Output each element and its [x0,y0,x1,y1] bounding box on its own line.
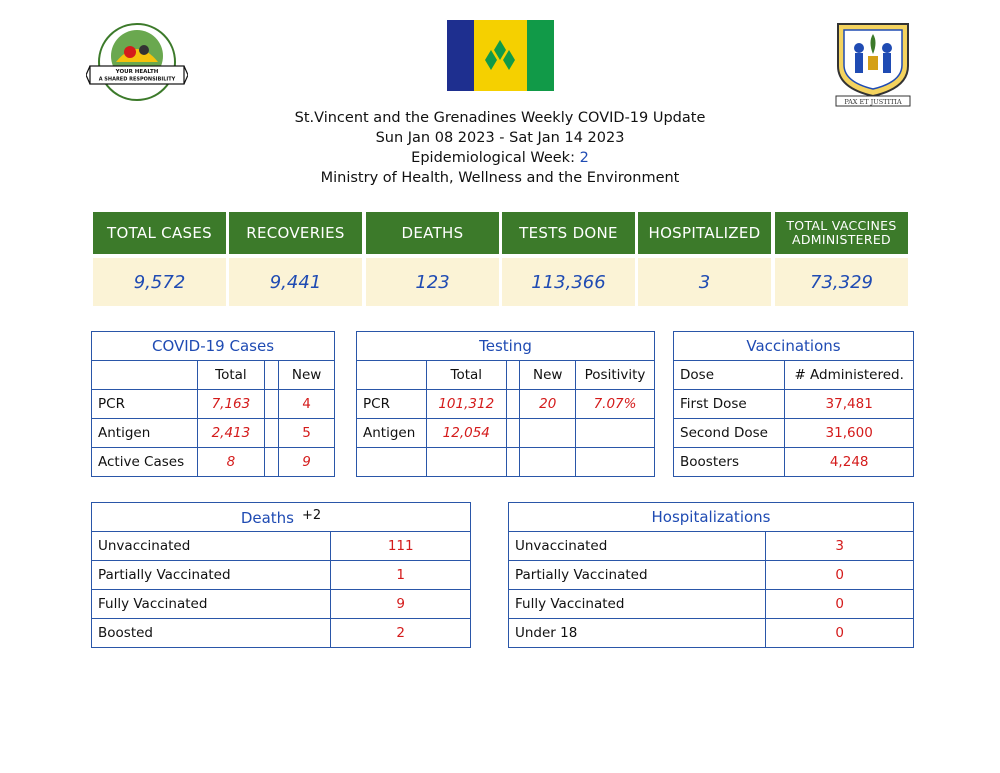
vaccinations-title: Vaccinations [674,332,914,361]
testing-row-positivity [576,448,655,477]
table-row [357,419,655,448]
table-row [509,590,914,619]
deaths-row-label: Fully Vaccinated [92,590,331,619]
table-row [92,390,335,419]
kpi-value: 123 [366,258,499,306]
hospitalizations-row-value: 0 [766,590,914,619]
testing-row-total: 12,054 [426,419,506,448]
vaccinations-row-label: First Dose [674,390,785,419]
hospitalizations-row-value: 0 [766,619,914,648]
kpi-label: TESTS DONE [502,212,635,254]
testing-row-label: Antigen [357,419,427,448]
kpi-label: HOSPITALIZED [638,212,771,254]
cases-row-new: 9 [279,448,335,477]
cases-row-label: Active Cases [92,448,198,477]
deaths-row-label: Partially Vaccinated [92,561,331,590]
table-row [674,390,914,419]
coat-of-arms-icon [832,18,914,108]
kpi-value: 3 [638,258,771,306]
testing-title: Testing [357,332,655,361]
deaths-row-label: Boosted [92,619,331,648]
hospitalizations-table [508,502,914,648]
table-row [674,419,914,448]
table-row [674,448,914,477]
kpi-label: TOTAL VACCINES ADMINISTERED [775,212,908,254]
deaths-row-value: 2 [331,619,471,648]
deaths-title-cell [92,503,471,532]
cases-row-label: Antigen [92,419,198,448]
table-row [92,590,471,619]
hospitalizations-row-label: Unvaccinated [509,532,766,561]
deaths-row-value: 9 [331,590,471,619]
deaths-table [91,502,471,648]
cases-table [91,331,335,477]
table-row [92,448,335,477]
deaths-row-label: Unvaccinated [92,532,331,561]
testing-row-positivity [576,419,655,448]
testing-gap [506,361,520,390]
hospitalizations-row-label: Partially Vaccinated [509,561,766,590]
cases-header-blank [92,361,198,390]
vaccinations-row-label: Second Dose [674,419,785,448]
testing-gap [506,448,520,477]
kpi-value: 9,572 [93,258,226,306]
svg-text:PAX ET JUSTITIA: PAX ET JUSTITIA [844,98,902,106]
testing-row-label: PCR [357,390,427,419]
vaccinations-row-label: Boosters [674,448,785,477]
report-title: St.Vincent and the Grenadines Weekly COVID-19 Update [294,110,706,126]
health-ministry-logo [86,22,188,108]
testing-header-total: Total [426,361,506,390]
testing-header-positivity: Positivity [576,361,655,390]
cases-row-new: 4 [279,390,335,419]
kpi-label: RECOVERIES [229,212,362,254]
ministry-name: Ministry of Health, Wellness and the Environment [320,170,680,186]
kpi-label: DEATHS [366,212,499,254]
kpi-label: TOTAL CASES [93,212,226,254]
vaccinations-row-value: 37,481 [785,390,914,419]
cases-gap [265,419,279,448]
svg-text:A SHARED RESPONSIBILITY: A SHARED RESPONSIBILITY [98,76,176,83]
table-row [92,561,471,590]
cases-gap [265,390,279,419]
cases-header-total: Total [197,361,265,390]
testing-gap [506,390,520,419]
deaths-row-value: 1 [331,561,471,590]
report-header [200,108,800,188]
testing-row-new [520,419,576,448]
epi-week-label: Epidemiological Week: [411,150,580,166]
epi-week [200,148,800,168]
cases-row-total: 8 [197,448,265,477]
report-date-range: Sun Jan 08 2023 - Sat Jan 14 2023 [375,130,625,146]
cases-title: COVID-19 Cases [92,332,335,361]
svg-national-flag [447,20,554,91]
vaccinations-row-value: 31,600 [785,419,914,448]
kpi-deaths [366,212,499,306]
testing-row-total [426,448,506,477]
cases-gap [265,448,279,477]
kpi-value: 113,366 [502,258,635,306]
deaths-delta: +2 [302,507,322,523]
kpi-value: 9,441 [229,258,362,306]
vaccinations-table [673,331,914,477]
hospitalizations-title: Hospitalizations [509,503,914,532]
kpi-total-vaccines [775,212,908,306]
vaccinations-row-value: 4,248 [785,448,914,477]
testing-table [356,331,655,477]
cases-header-new: New [279,361,335,390]
kpi-total-cases [93,212,226,306]
kpi-recoveries [229,212,362,306]
vaccinations-header-dose: Dose [674,361,785,390]
table-row [357,448,655,477]
vaccinations-header-administered: # Administered. [785,361,914,390]
table-row [92,619,471,648]
table-row [357,390,655,419]
testing-row-label [357,448,427,477]
hospitalizations-row-label: Under 18 [509,619,766,648]
table-row [92,532,471,561]
cases-row-new: 5 [279,419,335,448]
kpi-value: 73,329 [775,258,908,306]
testing-row-positivity: 7.07% [576,390,655,419]
testing-header-new: New [520,361,576,390]
hospitalizations-row-value: 3 [766,532,914,561]
table-row [509,532,914,561]
hospitalizations-row-label: Fully Vaccinated [509,590,766,619]
testing-header-blank [357,361,427,390]
epi-week-number: 2 [579,150,589,166]
table-row [509,619,914,648]
cases-row-label: PCR [92,390,198,419]
table-row [92,419,335,448]
hospitalizations-row-value: 0 [766,561,914,590]
testing-row-total: 101,312 [426,390,506,419]
cases-row-total: 7,163 [197,390,265,419]
testing-row-new: 20 [520,390,576,419]
kpi-hospitalized [638,212,771,306]
kpi-tests-done [502,212,635,306]
cases-gap [265,361,279,390]
table-row [509,561,914,590]
svg-text:YOUR HEALTH: YOUR HEALTH [115,69,159,75]
cases-row-total: 2,413 [197,419,265,448]
deaths-row-value: 111 [331,532,471,561]
testing-row-new [520,448,576,477]
testing-gap [506,419,520,448]
deaths-title: Deaths [240,508,294,527]
